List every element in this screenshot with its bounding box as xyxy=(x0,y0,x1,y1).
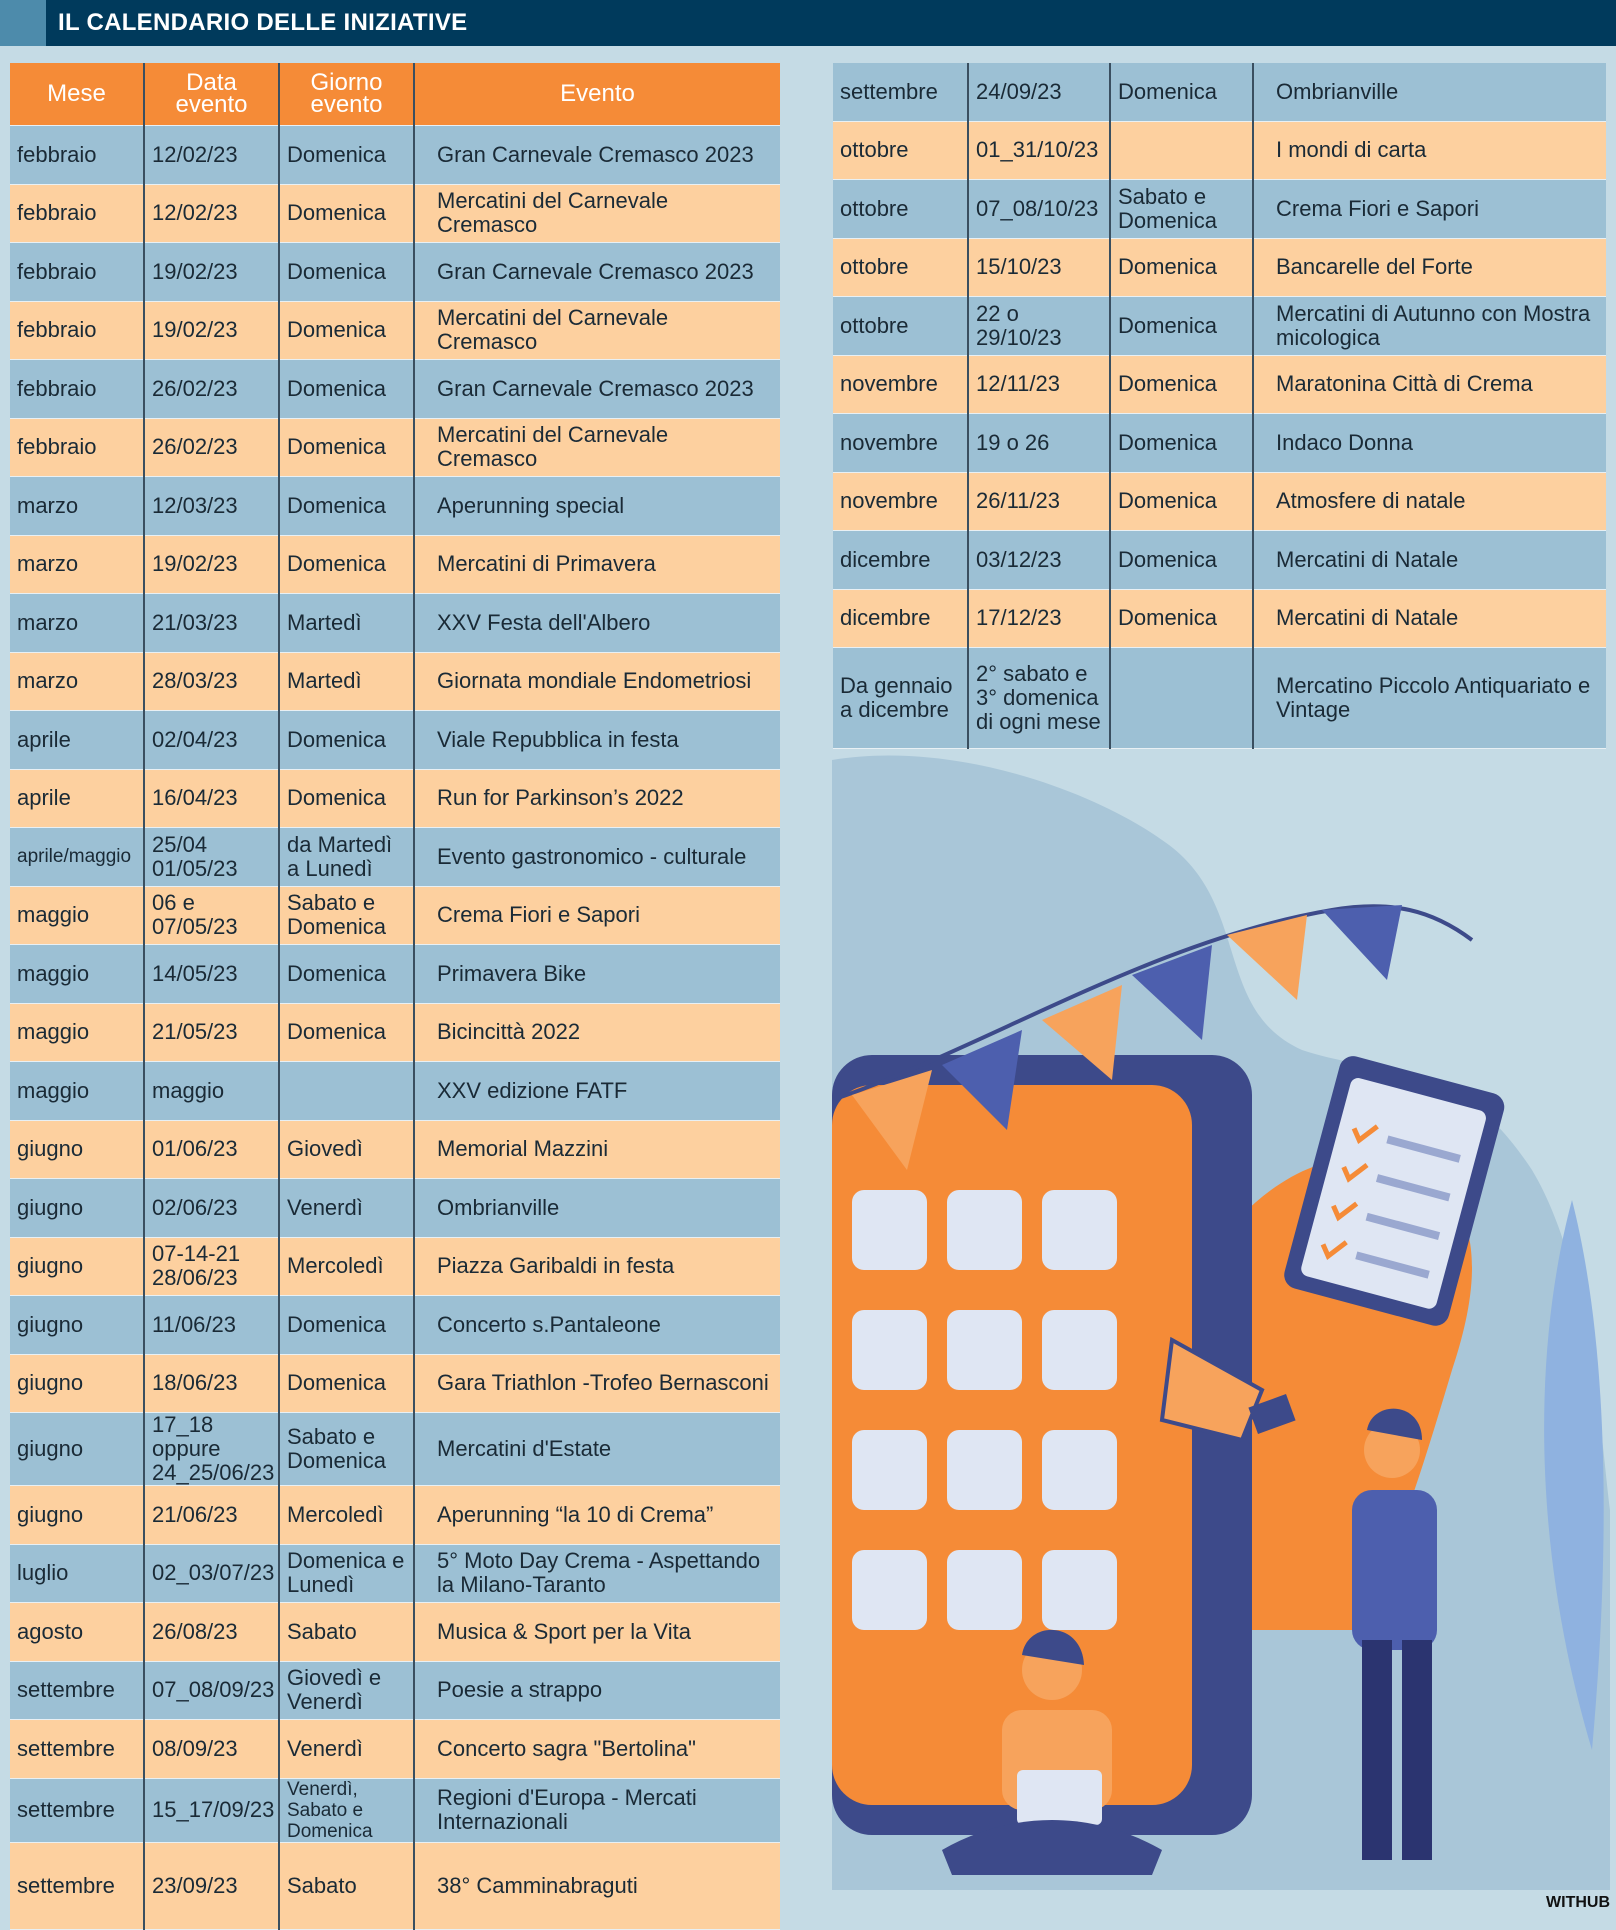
cell-mese: giugno xyxy=(10,1296,144,1355)
cell-mese: febbraio xyxy=(10,360,144,419)
cell-giorno: Domenica xyxy=(1110,414,1253,473)
cell-mese: giugno xyxy=(10,1237,144,1296)
table-row xyxy=(10,1720,780,1779)
table-row xyxy=(10,1003,780,1062)
cell-giorno: Domenica xyxy=(1110,531,1253,590)
cell-evento: Poesie a strappo xyxy=(414,1661,780,1720)
cell-giorno: Domenica xyxy=(1110,238,1253,297)
cell-giorno: Venerdì xyxy=(279,1720,414,1779)
cell-giorno: Domenica xyxy=(279,535,414,594)
cell-evento: 5° Moto Day Crema - Aspettando la Milano-Taranto xyxy=(414,1544,780,1603)
cell-giorno: Giovedì e Venerdì xyxy=(279,1661,414,1720)
cell-evento: Ombrianville xyxy=(1253,63,1606,121)
cell-evento: Mercatini del Carnevale Cremasco xyxy=(414,301,780,360)
table-row xyxy=(10,594,780,653)
cell-evento: Gara Triathlon -Trofeo Bernasconi xyxy=(414,1354,780,1413)
cell-giorno: Venerdì xyxy=(279,1179,414,1238)
table-row xyxy=(10,535,780,594)
cell-giorno: Domenica e Lunedì xyxy=(279,1544,414,1603)
cell-data: 28/03/23 xyxy=(144,652,279,711)
page-title: IL CALENDARIO DELLE INIZIATIVE xyxy=(58,9,468,36)
table-row xyxy=(10,769,780,828)
cell-mese: novembre xyxy=(833,472,968,531)
cell-mese: novembre xyxy=(833,414,968,473)
table-row xyxy=(833,121,1606,180)
cell-data: 02/06/23 xyxy=(144,1179,279,1238)
cell-evento: Musica & Sport per la Vita xyxy=(414,1603,780,1662)
cell-mese: dicembre xyxy=(833,531,968,590)
cell-giorno: Domenica xyxy=(279,301,414,360)
cell-evento: Maratonina Città di Crema xyxy=(1253,355,1606,414)
cell-data: 15/10/23 xyxy=(968,238,1110,297)
table-row xyxy=(10,360,780,419)
cell-evento: Mercatini del Carnevale Cremasco xyxy=(414,184,780,243)
cell-mese: ottobre xyxy=(833,238,968,297)
cell-giorno: Domenica xyxy=(1110,297,1253,356)
column-header-evento: Evento xyxy=(414,63,780,126)
title-bar-accent xyxy=(0,0,46,46)
cell-giorno: Domenica xyxy=(279,184,414,243)
cell-evento: Aperunning “la 10 di Crema” xyxy=(414,1486,780,1545)
cell-mese: settembre xyxy=(10,1778,144,1842)
cell-evento: Bicincittà 2022 xyxy=(414,1003,780,1062)
table-row xyxy=(833,355,1606,414)
cell-giorno: Domenica xyxy=(1110,589,1253,648)
table-row xyxy=(10,828,780,887)
table-row xyxy=(10,1062,780,1121)
cell-mese: febbraio xyxy=(10,126,144,185)
cell-evento: Aperunning special xyxy=(414,477,780,536)
cell-mese: settembre xyxy=(833,63,968,121)
cell-evento: Concerto sagra "Bertolina" xyxy=(414,1720,780,1779)
cell-data: 01_31/10/23 xyxy=(968,121,1110,180)
cell-evento: Gran Carnevale Cremasco 2023 xyxy=(414,360,780,419)
cell-mese: ottobre xyxy=(833,297,968,356)
cell-mese: dicembre xyxy=(833,589,968,648)
cell-data: 06 e 07/05/23 xyxy=(144,886,279,945)
cell-mese: settembre xyxy=(10,1720,144,1779)
column-header-mese: Mese xyxy=(10,63,144,126)
cell-evento: Viale Repubblica in festa xyxy=(414,711,780,770)
cell-data: maggio xyxy=(144,1062,279,1121)
table-row xyxy=(10,1486,780,1545)
cell-mese: Da gennaio a dicembre xyxy=(833,648,968,749)
cell-giorno: Mercoledì xyxy=(279,1237,414,1296)
cell-giorno: Domenica xyxy=(279,711,414,770)
table-row xyxy=(10,1296,780,1355)
cell-data: 2° sabato e 3° domenica di ogni mese xyxy=(968,648,1110,749)
cell-data: 07-14-21 28/06/23 xyxy=(144,1237,279,1296)
table-row xyxy=(10,1661,780,1720)
cell-evento: Primavera Bike xyxy=(414,945,780,1004)
cell-mese: agosto xyxy=(10,1603,144,1662)
cell-evento: Run for Parkinson’s 2022 xyxy=(414,769,780,828)
table-row xyxy=(10,1603,780,1662)
title-bar xyxy=(0,0,1616,46)
cell-evento: Ombrianville xyxy=(414,1179,780,1238)
cell-evento: Indaco Donna xyxy=(1253,414,1606,473)
cell-evento: XXV edizione FATF xyxy=(414,1062,780,1121)
cell-evento: Mercatini d'Estate xyxy=(414,1413,780,1486)
table-row xyxy=(833,180,1606,239)
table-row xyxy=(10,184,780,243)
cell-evento: Mercatini di Natale xyxy=(1253,531,1606,590)
cell-giorno: Sabato e Domenica xyxy=(279,1413,414,1486)
cell-evento: Concerto s.Pantaleone xyxy=(414,1296,780,1355)
cell-giorno: Domenica xyxy=(279,1003,414,1062)
cell-data: 03/12/23 xyxy=(968,531,1110,590)
table-row xyxy=(833,472,1606,531)
cell-giorno: Domenica xyxy=(279,945,414,1004)
calendar-illustration xyxy=(832,750,1610,1890)
credit-label: WITHUB xyxy=(1546,1894,1610,1911)
cell-evento: Mercatini di Primavera xyxy=(414,535,780,594)
table-row xyxy=(10,1544,780,1603)
cell-mese: ottobre xyxy=(833,180,968,239)
cell-data: 21/03/23 xyxy=(144,594,279,653)
cell-mese: settembre xyxy=(10,1842,144,1929)
cell-giorno xyxy=(1110,121,1253,180)
cell-giorno: Domenica xyxy=(279,360,414,419)
cell-mese: settembre xyxy=(10,1661,144,1720)
cell-evento: Mercatini di Autunno con Mostra micologica xyxy=(1253,297,1606,356)
cell-mese: giugno xyxy=(10,1120,144,1179)
cell-data: 19/02/23 xyxy=(144,301,279,360)
cell-mese: maggio xyxy=(10,1003,144,1062)
cell-data: 07_08/10/23 xyxy=(968,180,1110,239)
cell-data: 02/04/23 xyxy=(144,711,279,770)
table-row xyxy=(10,301,780,360)
cell-mese: marzo xyxy=(10,652,144,711)
cell-data: 08/09/23 xyxy=(144,1720,279,1779)
events-table-left xyxy=(10,63,780,1930)
cell-giorno xyxy=(1110,648,1253,749)
table-row xyxy=(10,1354,780,1413)
cell-evento: Regioni d'Europa - Mercati Internazionali xyxy=(414,1778,780,1842)
cell-data: 19/02/23 xyxy=(144,243,279,302)
cell-mese: luglio xyxy=(10,1544,144,1603)
cell-mese: aprile xyxy=(10,769,144,828)
cell-giorno: Martedì xyxy=(279,594,414,653)
cell-giorno: Domenica xyxy=(279,243,414,302)
cell-data: 02_03/07/23 xyxy=(144,1544,279,1603)
cell-giorno: Domenica xyxy=(1110,472,1253,531)
cell-giorno: Venerdì, Sabato e Domenica xyxy=(279,1778,414,1842)
cell-giorno: Domenica xyxy=(279,418,414,477)
cell-data: 26/11/23 xyxy=(968,472,1110,531)
cell-data: 26/08/23 xyxy=(144,1603,279,1662)
cell-giorno: Sabato xyxy=(279,1842,414,1929)
cell-giorno: Sabato e Domenica xyxy=(279,886,414,945)
cell-data: 19/02/23 xyxy=(144,535,279,594)
cell-data: 12/11/23 xyxy=(968,355,1110,414)
cell-mese: maggio xyxy=(10,945,144,1004)
table-row xyxy=(10,1842,780,1929)
table-row xyxy=(10,1120,780,1179)
cell-data: 15_17/09/23 xyxy=(144,1778,279,1842)
table-row xyxy=(10,126,780,185)
cell-giorno: Domenica xyxy=(279,1296,414,1355)
cell-data: 14/05/23 xyxy=(144,945,279,1004)
cell-evento: I mondi di carta xyxy=(1253,121,1606,180)
cell-mese: febbraio xyxy=(10,418,144,477)
table-row xyxy=(833,63,1606,121)
cell-mese: novembre xyxy=(833,355,968,414)
table-row xyxy=(10,886,780,945)
table-header-row xyxy=(10,63,780,126)
cell-data: 12/03/23 xyxy=(144,477,279,536)
cell-data: 17/12/23 xyxy=(968,589,1110,648)
cell-evento: Evento gastronomico - culturale xyxy=(414,828,780,887)
cell-mese: aprile xyxy=(10,711,144,770)
cell-evento: Gran Carnevale Cremasco 2023 xyxy=(414,126,780,185)
cell-evento: Bancarelle del Forte xyxy=(1253,238,1606,297)
cell-mese: marzo xyxy=(10,477,144,536)
cell-evento: Mercatino Piccolo Antiquariato e Vintage xyxy=(1253,648,1606,749)
cell-data: 17_18 oppure 24_25/06/23 xyxy=(144,1413,279,1486)
table-row xyxy=(833,648,1606,749)
table-row xyxy=(833,414,1606,473)
cell-evento: Memorial Mazzini xyxy=(414,1120,780,1179)
table-row xyxy=(10,652,780,711)
cell-data: 24/09/23 xyxy=(968,63,1110,121)
cell-data: 11/06/23 xyxy=(144,1296,279,1355)
table-row xyxy=(10,477,780,536)
cell-mese: febbraio xyxy=(10,184,144,243)
cell-mese: aprile/maggio xyxy=(10,828,144,887)
cell-mese: marzo xyxy=(10,535,144,594)
table-row xyxy=(10,243,780,302)
table-row xyxy=(10,1413,780,1486)
cell-giorno: Domenica xyxy=(1110,63,1253,121)
cell-giorno: Domenica xyxy=(279,126,414,185)
cell-giorno: da Martedì a Lunedì xyxy=(279,828,414,887)
column-header-data: Data evento xyxy=(144,63,279,126)
cell-data: 22 o 29/10/23 xyxy=(968,297,1110,356)
table-row xyxy=(10,945,780,1004)
cell-giorno: Domenica xyxy=(1110,355,1253,414)
cell-data: 26/02/23 xyxy=(144,360,279,419)
cell-evento: Piazza Garibaldi in festa xyxy=(414,1237,780,1296)
cell-giorno xyxy=(279,1062,414,1121)
cell-data: 21/05/23 xyxy=(144,1003,279,1062)
table-row xyxy=(833,297,1606,356)
cell-evento: Crema Fiori e Sapori xyxy=(1253,180,1606,239)
cell-giorno: Mercoledì xyxy=(279,1486,414,1545)
cell-giorno: Giovedì xyxy=(279,1120,414,1179)
table-row xyxy=(10,1237,780,1296)
cell-mese: giugno xyxy=(10,1179,144,1238)
cell-data: 19 o 26 xyxy=(968,414,1110,473)
cell-mese: febbraio xyxy=(10,243,144,302)
cell-data: 07_08/09/23 xyxy=(144,1661,279,1720)
cell-data: 18/06/23 xyxy=(144,1354,279,1413)
table-row xyxy=(10,711,780,770)
events-table-right xyxy=(833,63,1606,749)
table-row xyxy=(833,238,1606,297)
table-row xyxy=(833,531,1606,590)
cell-evento: XXV Festa dell'Albero xyxy=(414,594,780,653)
cell-giorno: Sabato e Domenica xyxy=(1110,180,1253,239)
cell-giorno: Domenica xyxy=(279,769,414,828)
cell-mese: maggio xyxy=(10,886,144,945)
cell-evento: Gran Carnevale Cremasco 2023 xyxy=(414,243,780,302)
cell-data: 23/09/23 xyxy=(144,1842,279,1929)
cell-mese: febbraio xyxy=(10,301,144,360)
cell-mese: giugno xyxy=(10,1413,144,1486)
cell-giorno: Sabato xyxy=(279,1603,414,1662)
cell-mese: giugno xyxy=(10,1354,144,1413)
cell-evento: Giornata mondiale Endometriosi xyxy=(414,652,780,711)
cell-evento: 38° Camminabraguti xyxy=(414,1842,780,1929)
table-row xyxy=(10,1179,780,1238)
cell-mese: giugno xyxy=(10,1486,144,1545)
cell-data: 21/06/23 xyxy=(144,1486,279,1545)
column-header-giorno: Giorno evento xyxy=(279,63,414,126)
cell-data: 12/02/23 xyxy=(144,126,279,185)
cell-evento: Mercatini di Natale xyxy=(1253,589,1606,648)
cell-giorno: Domenica xyxy=(279,477,414,536)
cell-data: 16/04/23 xyxy=(144,769,279,828)
table-row xyxy=(833,589,1606,648)
cell-mese: maggio xyxy=(10,1062,144,1121)
cell-mese: marzo xyxy=(10,594,144,653)
cell-giorno: Domenica xyxy=(279,1354,414,1413)
cell-data: 25/04 01/05/23 xyxy=(144,828,279,887)
cell-giorno: Martedì xyxy=(279,652,414,711)
table-row xyxy=(10,418,780,477)
cell-data: 01/06/23 xyxy=(144,1120,279,1179)
cell-evento: Atmosfere di natale xyxy=(1253,472,1606,531)
cell-mese: ottobre xyxy=(833,121,968,180)
table-row xyxy=(10,1778,780,1842)
cell-evento: Crema Fiori e Sapori xyxy=(414,886,780,945)
cell-evento: Mercatini del Carnevale Cremasco xyxy=(414,418,780,477)
cell-data: 26/02/23 xyxy=(144,418,279,477)
cell-data: 12/02/23 xyxy=(144,184,279,243)
